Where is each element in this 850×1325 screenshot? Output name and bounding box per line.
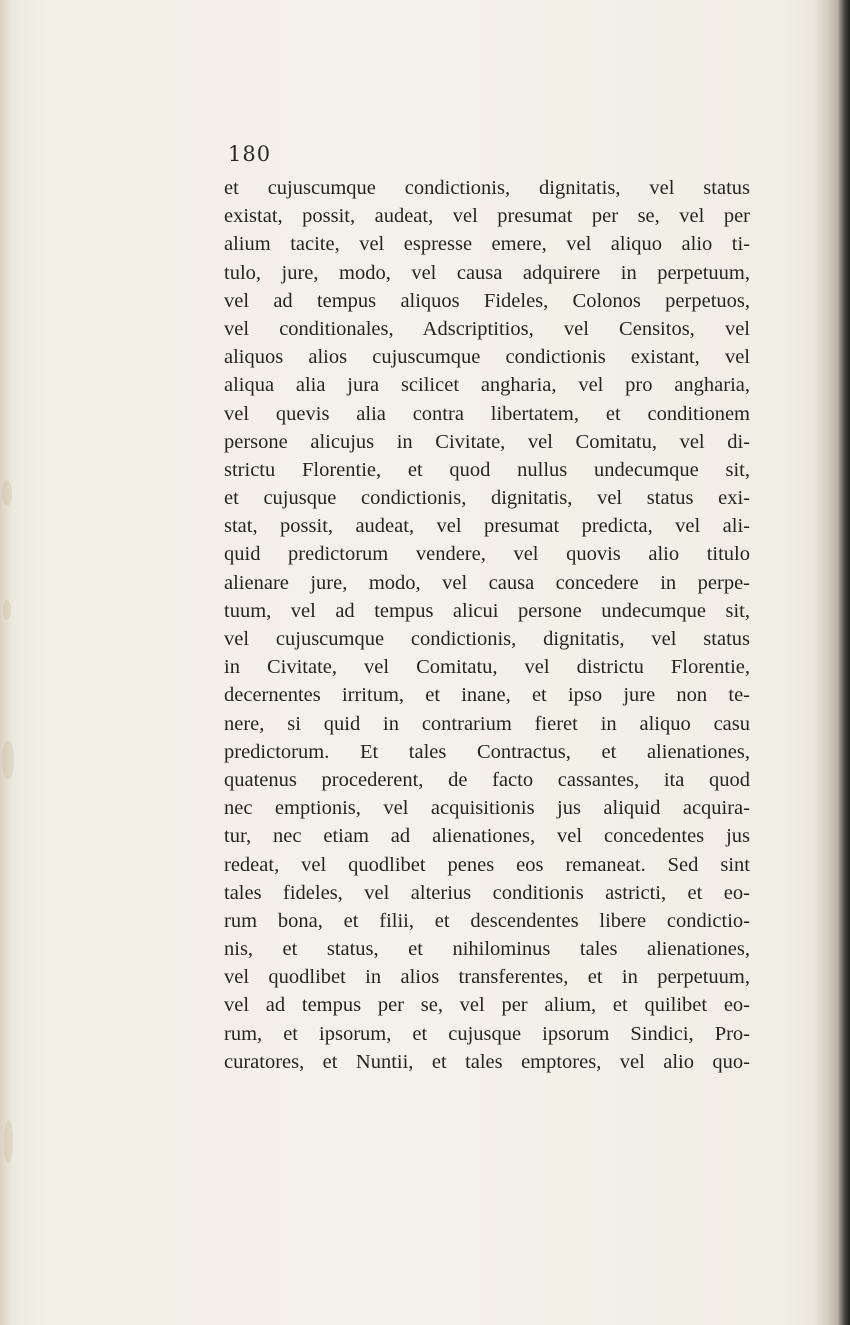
text-line: redeat, vel quodlibet penes eos remaneat. Sed sint [224,853,750,876]
text-line: vel cujuscumque condictionis, dignitatis, vel status [224,628,750,650]
text-line: aliqua alia jura scilicet angharia, vel pro angharia, [224,374,750,397]
text-line: stat, possit, audeat, vel presumat predicta, vel ali- [224,515,750,538]
foxing-stain [2,480,12,506]
foxing-stain [4,1120,13,1164]
text-line: predictorum. Et tales Contractus, et alienationes, [224,740,750,763]
text-line: tur, nec etiam ad alienationes, vel concedentes jus [224,825,750,848]
foxing-stain [2,740,14,780]
text-line: aliquos alios cujuscumque condictionis existant, vel [224,346,750,369]
text-line: quatenus procederent, de facto cassantes, ita quod [224,768,750,791]
text-line: alienare jure, modo, vel causa concedere in perpe- [224,571,750,594]
text-line: nec emptionis, vel acquisitionis jus aliquid acquira- [224,797,750,820]
text-line: nere, si quid in contrarium fieret in aliquo casu [224,712,750,735]
text-line: rum bona, et filii, et descendentes libere condictio- [224,909,750,932]
body-text [224,174,750,1076]
text-line: curatores, et Nuntii, et tales emptores, vel alio quo- [224,1050,750,1073]
text-line: et cujusque condictionis, dignitatis, vel status exi- [224,487,750,510]
page-number: 180 [228,142,272,166]
text-line: vel ad tempus aliquos Fideles, Colonos perpetuos, [224,289,750,312]
text-line: vel quodlibet in alios transferentes, et in perpetuum, [224,966,750,989]
text-line: strictu Florentie, et quod nullus undecumque sit, [224,458,750,481]
text-line: tales fideles, vel alterius conditionis astricti, et eo- [224,881,750,904]
page-fore-edge-shadow [814,0,850,1325]
text-line: tulo, jure, modo, vel causa adquirere in perpetuum, [224,261,750,284]
text-line: persone alicujus in Civitate, vel Comitatu, vel di- [224,430,750,453]
text-line: vel ad tempus per se, vel per alium, et quilibet eo- [224,994,750,1017]
text-line: in Civitate, vel Comitatu, vel districtu Florentie, [224,656,750,679]
text-line: et cujuscumque condictionis, dignitatis, vel status [224,177,750,199]
text-line: tuum, vel ad tempus alicui persone undecumque sit, [224,599,750,622]
foxing-stain [3,600,11,620]
text-line: alium tacite, vel espresse emere, vel aliquo alio ti- [224,233,750,256]
text-line: decernentes irritum, et inane, et ipso jure non te- [224,684,750,707]
text-line: existat, possit, audeat, vel presumat per se, vel per [224,205,750,228]
text-line: vel quevis alia contra libertatem, et conditionem [224,402,750,425]
text-line: nis, et status, et nihilominus tales alienationes, [224,938,750,961]
text-line: quid predictorum vendere, vel quovis alio titulo [224,543,750,566]
text-line: rum, et ipsorum, et cujusque ipsorum Sindici, Pro- [224,1022,750,1045]
text-line: vel conditionales, Adscriptitios, vel Censitos, vel [224,317,750,340]
